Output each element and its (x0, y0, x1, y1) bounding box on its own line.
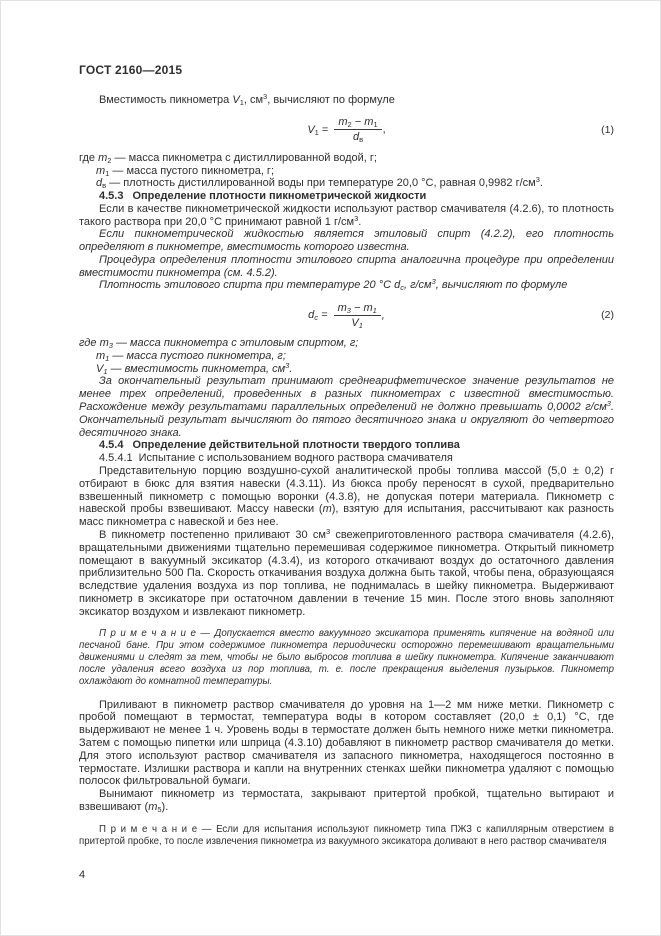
formula-2-fraction (334, 302, 381, 329)
paragraph-sample-portion: Представительную порцию воздушно-сухой аналитической пробы топлива массой (5,0 ± 0,2) г отбирают в бюкс для взятия навески (4.3.11). Из бюкса пробу переносят в сухой, предварительно взвешенный пикнометр с помощью воронки (4.3.8), не допуская потери материала. Пикнометр с навеской пробы взвешивают. Массу навески (m), взятую для испытания, рассчитывают как разность масс пикнометра с навеской и без нее. (79, 464, 614, 529)
paragraph-ethanol-liquid: Если пикнометрической жидкостью является этиловый спирт (4.2.2), его плотность определяют в пикнометре, вместимость которого известна. (79, 228, 614, 254)
note-boiling-alternative (79, 628, 614, 688)
formula-2-number: (2) (601, 309, 614, 322)
heading-4-5-4 (79, 439, 614, 452)
formula-2-numerator: $m_3 - m_1$ (334, 302, 381, 316)
page-number: 4 (79, 869, 86, 881)
formula-2-lhs: $d_с$ = (308, 309, 331, 323)
paragraph-ethanol-procedure: Процедура определения плотности этилового спирта аналогична процедуре при определении вместимости пикнометра (см. 4.5.2). (79, 253, 614, 279)
formula-1-numerator: $m_2 - m_1$ (334, 116, 381, 130)
definition-line-v1: $V_1$ — вместимость пикнометра, $см^3$. (96, 360, 293, 376)
formula-2-denominator: $V_1$ (351, 316, 363, 330)
definition-line-m1b: $m_1$ — масса пустого пикнометра, г; (96, 349, 286, 363)
note-2-body: — Если для испытания используют пикнометр типа ПЖ3 с капиллярным отверстием в притертой пробке, то после извлечения пикнометра из вакуумного эксикатора доливают в него раствор смачивателя (79, 823, 614, 847)
definition-line-m2: где $m_2$ — масса пикнометра с дистиллированной водой, г; (79, 151, 377, 165)
page-content (79, 63, 614, 848)
formula-1-expression (307, 116, 385, 143)
paragraph-wetting-agent-density: Если в качестве пикнометрической жидкости используют раствор смачивателя (4.2.6), то плотность такого раствора при 20,0 °C принимают равной 1 $г/см^3$. (79, 202, 614, 228)
note-1-body: — Допускается вместо вакуумного эксикатора применять кипячение на водяной или песчаной бане. При этом содержимое пикнометра периодически осторожно перемешивают вращательными движениями и следят за тем, чтобы не было выбросов топлива в шейку пикнометра. Кипячение заканчивают после удаления всего воздуха из пор топлива, т. е. после прекращения выделения пузырьков. Пикнометр охлаждают до комнатной температуры. (79, 627, 614, 687)
formula-1-lhs: $V_1$ = (307, 123, 332, 137)
note-1-label: П р и м е ч а н и е (99, 627, 196, 639)
paragraph-weighing: Вынимают пикнометр из термостата, закрывают притертой пробкой, тщательно вытирают и взвешивают $(m_5)$. (79, 788, 614, 814)
heading-4-5-4-1-number: 4.5.4.1 (99, 452, 133, 465)
formula-1-fraction (334, 116, 381, 143)
heading-4-5-3-number: 4.5.3 (99, 189, 124, 202)
heading-4-5-3-title: Определение плотности пикнометрической жидкости (132, 189, 427, 202)
formula-2-expression (308, 302, 385, 329)
definition-list-2 (79, 337, 614, 375)
formula-1-denominator: $d_в$ (352, 131, 364, 145)
heading-4-5-4-1 (79, 452, 614, 465)
formula-2 (79, 299, 614, 331)
note-pzh3-pycnometer (79, 824, 614, 848)
definition-line-dv: $d_в$ — плотность дистиллированной воды при температуре 20,0 °C, равная 0,9982 $г/см^3$. (96, 175, 543, 191)
definition-list-1 (79, 152, 614, 190)
paragraph-capacity-intro: Вместимость пикнометра $V_1$, $см^3$, вычисляют по формуле (99, 92, 395, 107)
formula-1 (79, 114, 614, 146)
formula-1-tail: , (382, 123, 386, 136)
document-header: ГОСТ 2160—2015 (79, 63, 183, 77)
heading-4-5-4-number: 4.5.4 (99, 439, 124, 452)
heading-4-5-4-title: Определение действительной плотности твердого топлива (132, 439, 460, 452)
note-2-label: П р и м е ч а н и е (99, 823, 198, 835)
paragraph-thermostat-procedure: Приливают в пикнометр раствор смачивателя до уровня на 1—2 мм ниже метки. Пикнометр с пробой помещают в термостат, температура воды в котором составляет (20,0 ± 0,1) °C, где выдерживают не менее 1 ч. Уровень воды в термостате должен быть немного ниже метки пикнометра. Затем с помощью пипетки или шприца (4.3.10) добавляют в пикнометр раствор смачивателя до метки. Для этого используют раствор смачивателя из запасного пикнометра, находящегося постоянно в термостате. Излишки раствора и капли на внутренних стенках шейки пикнометра удаляют с помощью полосок фильтровальной бумаги. (79, 698, 614, 788)
definition-line-m1: $m_1$ — масса пустого пикнометра, г; (96, 164, 274, 178)
formula-2-tail: , (381, 309, 385, 322)
paragraph-final-result: За окончательный результат принимают среднеарифметическое значение результатов не менее трех определений, проведенных в разных пикнометрах с известной вместимостью. Расхождение между результатами параллельных определений не должно превышать 0,0002 $г/см^3$. Окончательный результат вычисляют до пятого десятичного знака и округляют до четвертого десятичного знака. (79, 375, 614, 439)
heading-4-5-4-1-title: Испытание с использованием водного раствора смачивателя (138, 452, 453, 465)
definition-line-m3: где $m_3$ — масса пикнометра с этиловым спиртом, г; (79, 337, 359, 351)
heading-4-5-3 (79, 190, 614, 203)
formula-1-number: (1) (601, 123, 614, 136)
paragraph-desiccator-procedure: В пикнометр постепенно приливают 30 $см^3$ свежеприготовленного раствора смачивателя (4.2.6), вращательными движениями тщательно перемешивая содержимое пикнометра. Открытый пикнометр помещают в вакуумный эксикатор (4.3.4), из которого откачивают воздух до остаточного давления приблизительно 500 Па. Скорость откачивания воздуха должна быть такой, чтобы пена, образующаяся вследствие удаления воздуха из пор топлива, не поднималась в шейку пикнометра. Выдерживают пикнометр в эксикаторе при остаточном давлении в течение 15 мин. После этого вновь заполняют эксикатор воздухом и извлекают пикнометр. (79, 526, 615, 618)
paragraph-ethanol-formula-intro: Плотность этилового спирта при температуре 20 °C $d_с$, $г/см^3$, вычисляют по формуле (99, 277, 568, 293)
